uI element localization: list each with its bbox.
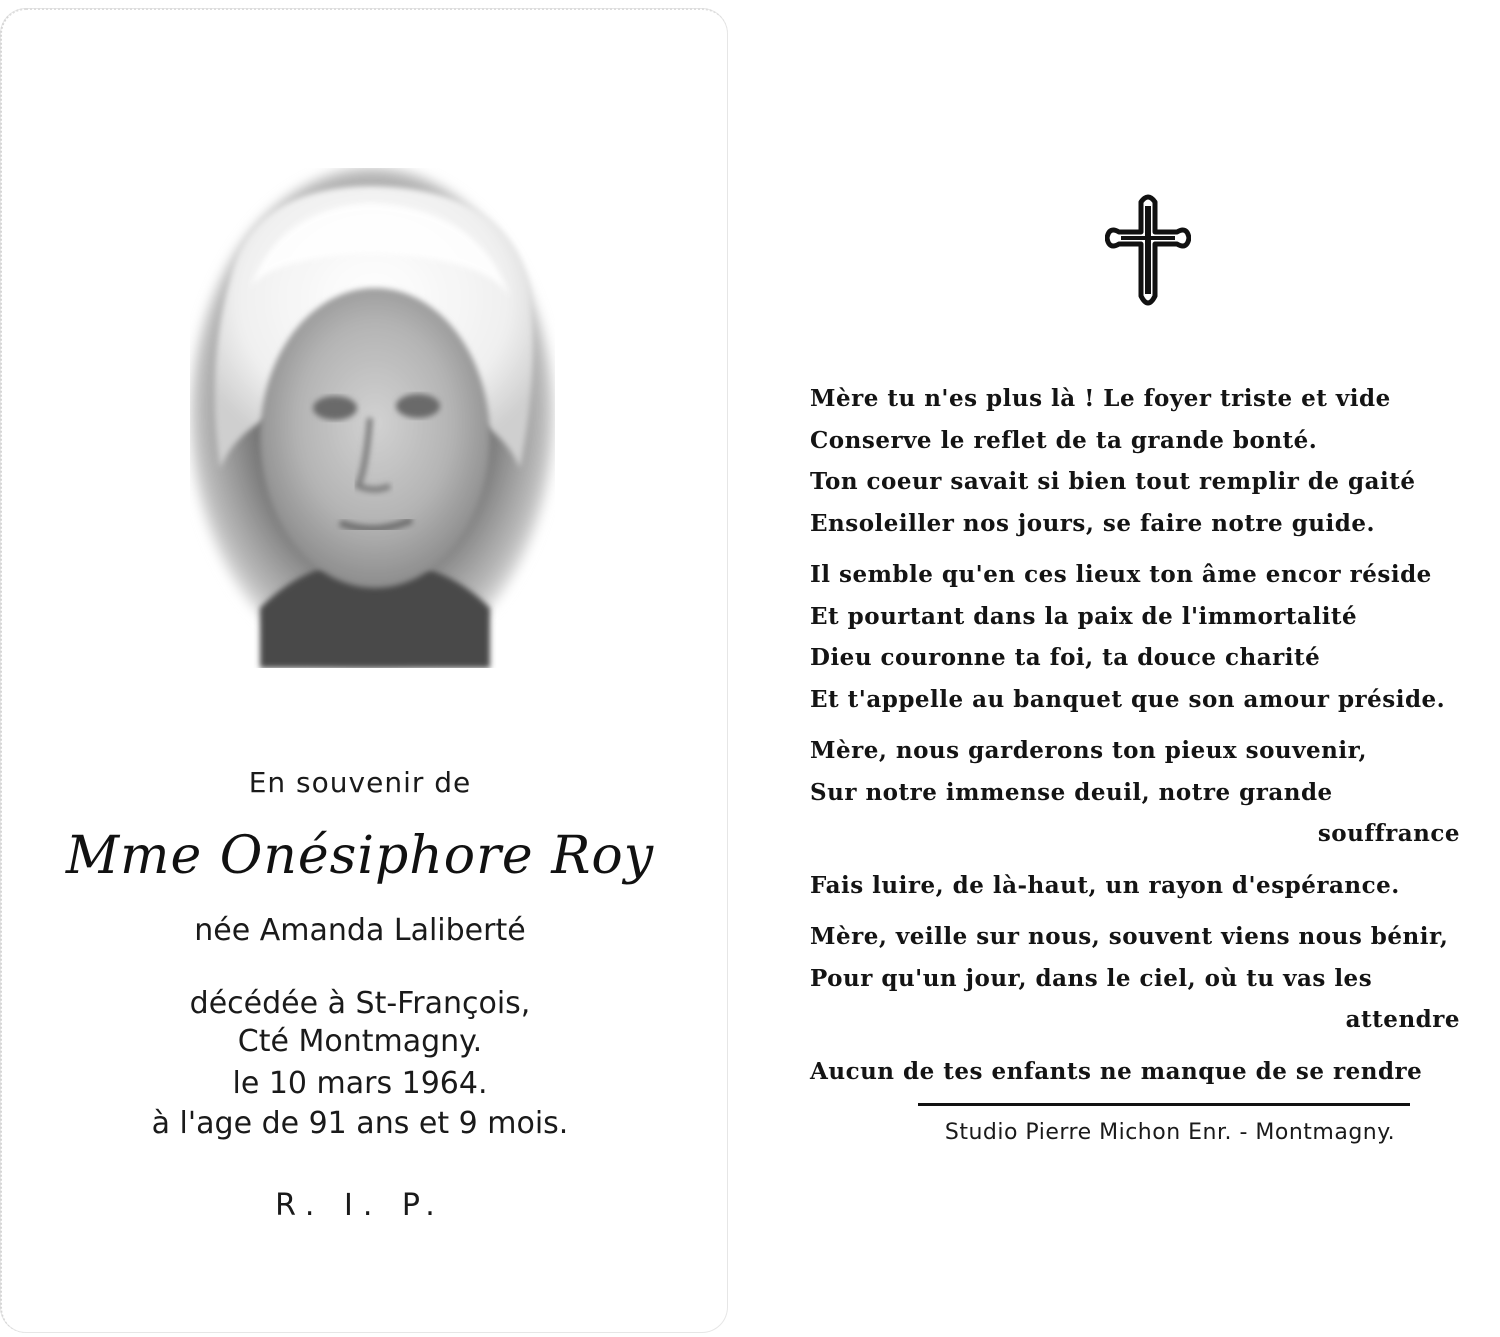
stanza-gap bbox=[810, 855, 1460, 865]
divider-rule bbox=[918, 1103, 1410, 1106]
poem-line: Et t'appelle au banquet que son amour préside. bbox=[810, 685, 1446, 713]
poem-line: Ton coeur savait si bien tout remplir de gaité bbox=[810, 468, 1416, 495]
death-place-line1: décédée à St-François, bbox=[189, 986, 531, 1021]
stanza-gap bbox=[810, 544, 1460, 554]
poem-line: Conserve le reflet de ta grande bonté. bbox=[810, 426, 1318, 454]
death-date: le 10 mars 1964. bbox=[232, 1066, 488, 1101]
death-place-line2: Cté Montmagny. bbox=[237, 1024, 483, 1059]
stanza-gap bbox=[810, 720, 1460, 730]
poem-line: souffrance bbox=[1317, 820, 1460, 847]
back-card bbox=[770, 0, 1500, 1337]
poem-line: attendre bbox=[1345, 1006, 1460, 1033]
poem-line: Fais luire, de là-haut, un rayon d'espérance. bbox=[810, 871, 1400, 899]
deceased-name: Mme Onésiphore Roy bbox=[65, 826, 655, 886]
poem-line: Aucun de tes enfants ne manque de se rendre bbox=[810, 1057, 1423, 1085]
souvenir-label: En souvenir de bbox=[248, 766, 472, 799]
poem-line: Mère, nous garderons ton pieux souvenir, bbox=[810, 737, 1368, 764]
stanza-gap bbox=[810, 906, 1460, 916]
memorial-poem bbox=[810, 378, 1460, 1092]
poem-line: Et pourtant dans la paix de l'immortalité bbox=[810, 602, 1358, 630]
poem-line: Mère, veille sur nous, souvent viens nous bénir, bbox=[810, 923, 1449, 950]
poem-line: Mère tu n'es plus là ! Le foyer triste et vide bbox=[810, 385, 1391, 412]
poem-line: Dieu couronne ta foi, ta douce charité bbox=[810, 644, 1321, 671]
rip-text: R. I. P. bbox=[275, 1188, 445, 1223]
cross-icon bbox=[1105, 192, 1191, 312]
poem-line: Pour qu'un jour, dans le ciel, où tu vas les bbox=[810, 964, 1373, 992]
poem-line: Il semble qu'en ces lieux ton âme encor réside bbox=[810, 561, 1432, 588]
poem-line: Sur notre immense deuil, notre grande bbox=[810, 778, 1333, 806]
poem-line: Ensoleiller nos jours, se faire notre guide. bbox=[810, 509, 1375, 537]
stanza-gap bbox=[810, 1041, 1460, 1051]
front-card bbox=[0, 8, 728, 1333]
age-at-death: à l'age de 91 ans et 9 mois. bbox=[151, 1106, 569, 1141]
portrait-photo bbox=[190, 168, 555, 668]
maiden-name: née Amanda Laliberté bbox=[194, 913, 526, 948]
studio-credit: Studio Pierre Michon Enr. - Montmagny. bbox=[944, 1120, 1396, 1145]
